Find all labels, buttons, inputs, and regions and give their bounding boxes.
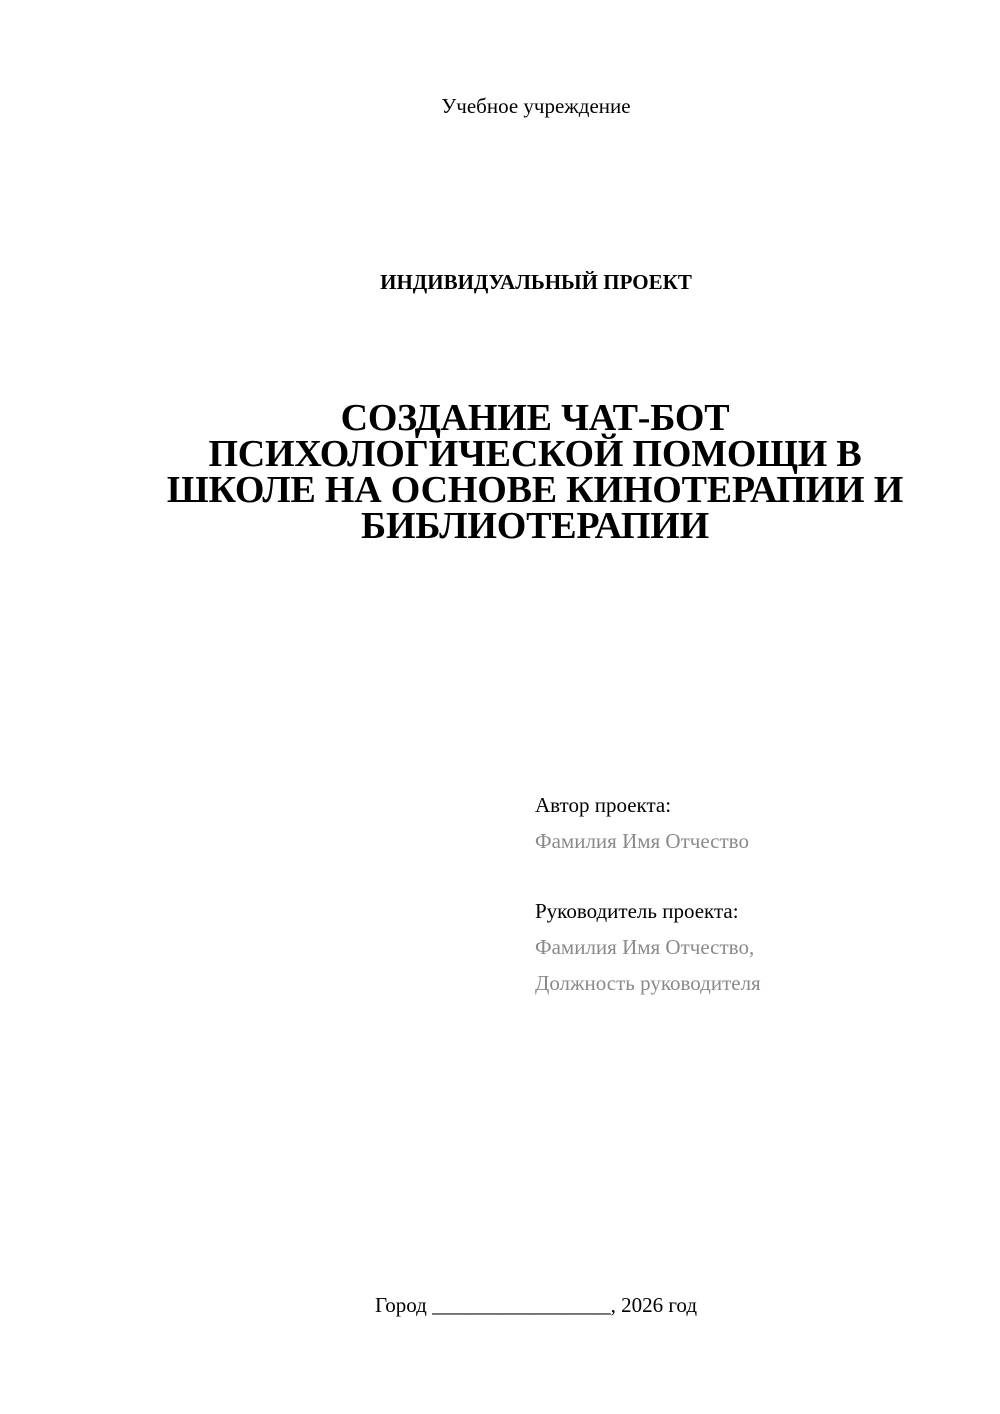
document-type: ИНДИВИДУАЛЬНЫЙ ПРОЕКТ [380, 270, 692, 294]
supervisor-name: Фамилия Имя Отчество, [535, 935, 755, 959]
author-block [535, 787, 975, 859]
institution-name: Учебное учреждение [441, 94, 631, 118]
project-title-line: ПСИХОЛОГИЧЕСКОЙ ПОМОЩИ В [208, 433, 862, 475]
author-name: Фамилия Имя Отчество [535, 829, 749, 853]
supervisor-block [535, 893, 975, 1001]
supervisor-label: Руководитель проекта: [535, 899, 739, 923]
author-label: Автор проекта: [535, 793, 672, 817]
city-year-line: Город _________________, 2026 год [374, 1293, 698, 1317]
project-title-line: СОЗДАНИЕ ЧАТ-БОТ [340, 397, 730, 439]
supervisor-position: Должность руководителя [535, 971, 761, 995]
project-title-line: БИБЛИОТЕРАПИИ [361, 505, 709, 547]
project-title [120, 397, 950, 547]
project-title-line: ШКОЛЕ НА ОСНОВЕ КИНОТЕРАПИИ И [166, 469, 904, 511]
